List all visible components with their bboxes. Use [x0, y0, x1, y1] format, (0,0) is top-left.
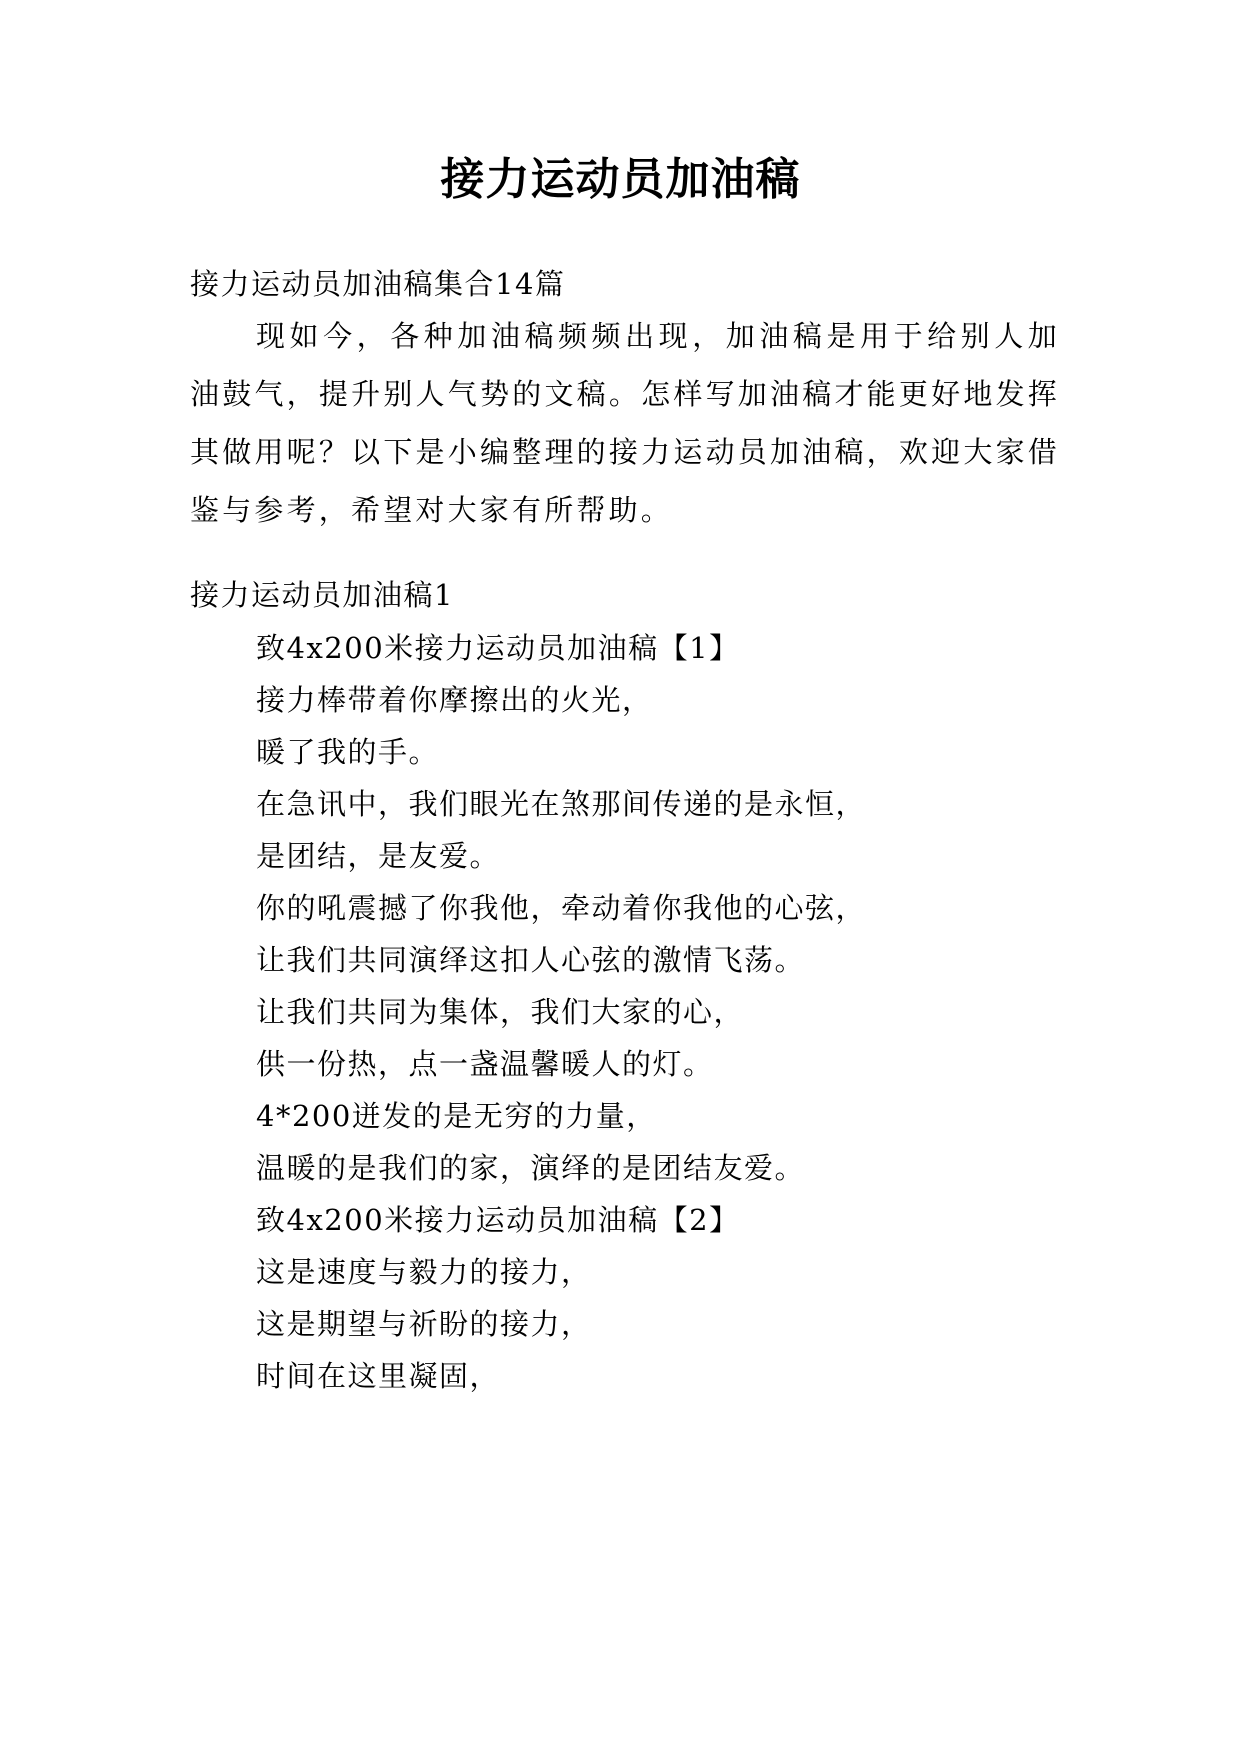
- poem-line: 时间在这里凝固，: [256, 1359, 501, 1393]
- poem-line: 这是速度与毅力的接力，: [256, 1255, 592, 1289]
- poem-line: 暖了我的手。: [256, 735, 440, 769]
- poem-line: 接力棒带着你摩擦出的火光，: [256, 683, 653, 717]
- poem-line: 供一份热，点一盏温馨暖人的灯。: [256, 1047, 714, 1081]
- poem-line: 这是期望与祈盼的接力，: [256, 1307, 592, 1341]
- document-subtitle: 接力运动员加油稿集合14篇: [190, 267, 566, 301]
- poem-line: 你的吼震撼了你我他，牵动着你我他的心弦，: [256, 891, 867, 925]
- poem-line: 是团结，是友爱。: [256, 839, 501, 873]
- poem-line: 让我们共同为集体，我们大家的心，: [256, 995, 745, 1029]
- poem-line: 致4x200米接力运动员加油稿【2】: [256, 1203, 740, 1237]
- poem-line: 让我们共同演绎这扣人心弦的激情飞荡。: [256, 943, 806, 977]
- section-heading: 接力运动员加油稿1: [190, 578, 454, 612]
- poem-line: 致4x200米接力运动员加油稿【1】: [256, 631, 740, 665]
- poem-line: 4*200迸发的是无穷的力量，: [256, 1099, 657, 1133]
- poem-line: 在急讯中，我们眼光在煞那间传递的是永恒，: [256, 787, 867, 821]
- poem-line: 温暖的是我们的家，演绎的是团结友爱。: [256, 1151, 806, 1185]
- intro-paragraph: 现如今，各种加油稿频频出现，加油稿是用于给别人加油鼓气，提升别人气势的文稿。怎样写加油稿才能更好地发挥其做用呢？以下是小编整理的接力运动员加油稿，欢迎大家借鉴与参考，希望对大家有所帮助。: [190, 319, 1060, 527]
- document-title: 接力运动员加油稿: [440, 154, 801, 205]
